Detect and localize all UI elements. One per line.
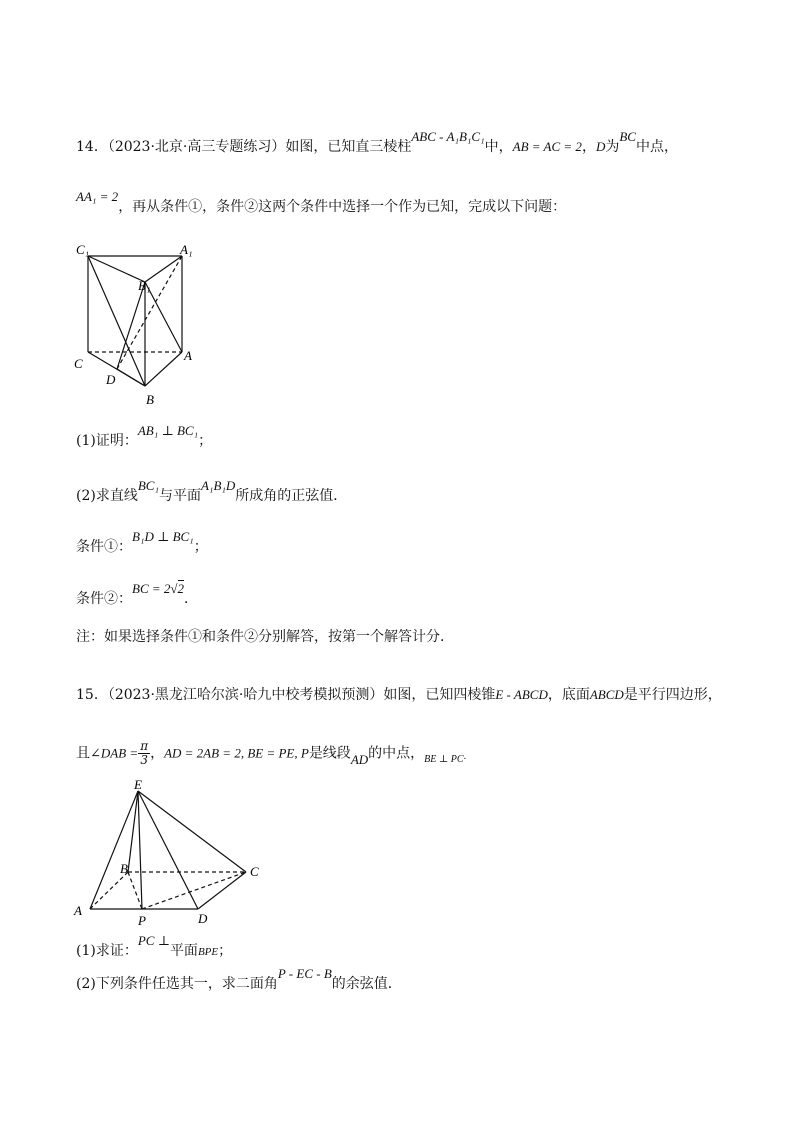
- label-d: D: [198, 911, 208, 926]
- label-b: B: [146, 392, 154, 407]
- label-c1: C₁: [76, 242, 90, 257]
- q14-prism: ABC - A₁B₁C₁: [411, 129, 485, 144]
- label-e: E: [134, 777, 142, 792]
- label-a: A: [184, 348, 192, 363]
- label-b1: B₁: [138, 278, 151, 293]
- q14-prism-figure: [70, 240, 210, 410]
- label-a1: A₁: [180, 242, 193, 257]
- q14-aa1: AA₁ = 2: [76, 189, 119, 204]
- q14-part1: (1)证明：AB₁ ⊥ BC₁；: [76, 423, 213, 449]
- q14-source: （2023·北京·高三专题练习）: [107, 139, 286, 155]
- sqrt-sign: √: [170, 581, 178, 596]
- q14-line2: AA₁ = 2，再从条件①，条件②这两个条件中选择一个作为已知，完成以下问题：: [76, 189, 567, 215]
- label-p: P: [138, 913, 146, 928]
- q14-condition-2: 条件②：BC = 2√2．: [76, 581, 199, 607]
- q14-part2: (2)求直线BC₁与平面A₁B₁D所成角的正弦值．: [76, 478, 348, 504]
- q14-line1: 14．（2023·北京·高三专题练习）如图，已知直三棱柱ABC - A₁B₁C₁中，AB = AC = 2，D为BC中点，: [76, 129, 678, 155]
- q15-line1: 15．（2023·黑龙江哈尔滨·哈九中校考模拟预测）如图，已知四棱锥E - ABCD，底面ABCD是平行四边形，: [76, 687, 722, 703]
- q15-part2: (2)下列条件任选其一，求二面角P - EC - B的余弦值．: [76, 966, 402, 992]
- label-a: A: [74, 903, 82, 918]
- q14-number: 14．: [76, 139, 108, 155]
- q15-part1: (1)求证：PC ⊥平面BPE；: [76, 933, 233, 959]
- q14-note: 注：如果选择条件①和条件②分别解答，按第一个解答计分．: [76, 629, 454, 645]
- q15-line2: 且∠DAB = $\frac{\pi}{3}$ ，AD = 2AB = 2, BE = PE, P是线段AD的中点，$_{BE \perp PC\cdot}$: [76, 739, 467, 767]
- q15-pyramid-figure: [70, 775, 270, 930]
- q15-number: 15．: [76, 687, 108, 703]
- label-c: C: [250, 864, 259, 879]
- pi-over-3: $\frac{\pi}{3}$: [140, 739, 149, 767]
- q15-source: （2023·黑龙江哈尔滨·哈九中校考模拟预测）: [107, 687, 384, 703]
- q14-cond-ab-ac: AB = AC = 2: [512, 139, 582, 154]
- label-c: C: [74, 356, 83, 371]
- label-d: D: [106, 372, 116, 387]
- label-b: B: [120, 861, 128, 876]
- q14-condition-1: 条件①：B₁D ⊥ BC₁；: [76, 529, 208, 555]
